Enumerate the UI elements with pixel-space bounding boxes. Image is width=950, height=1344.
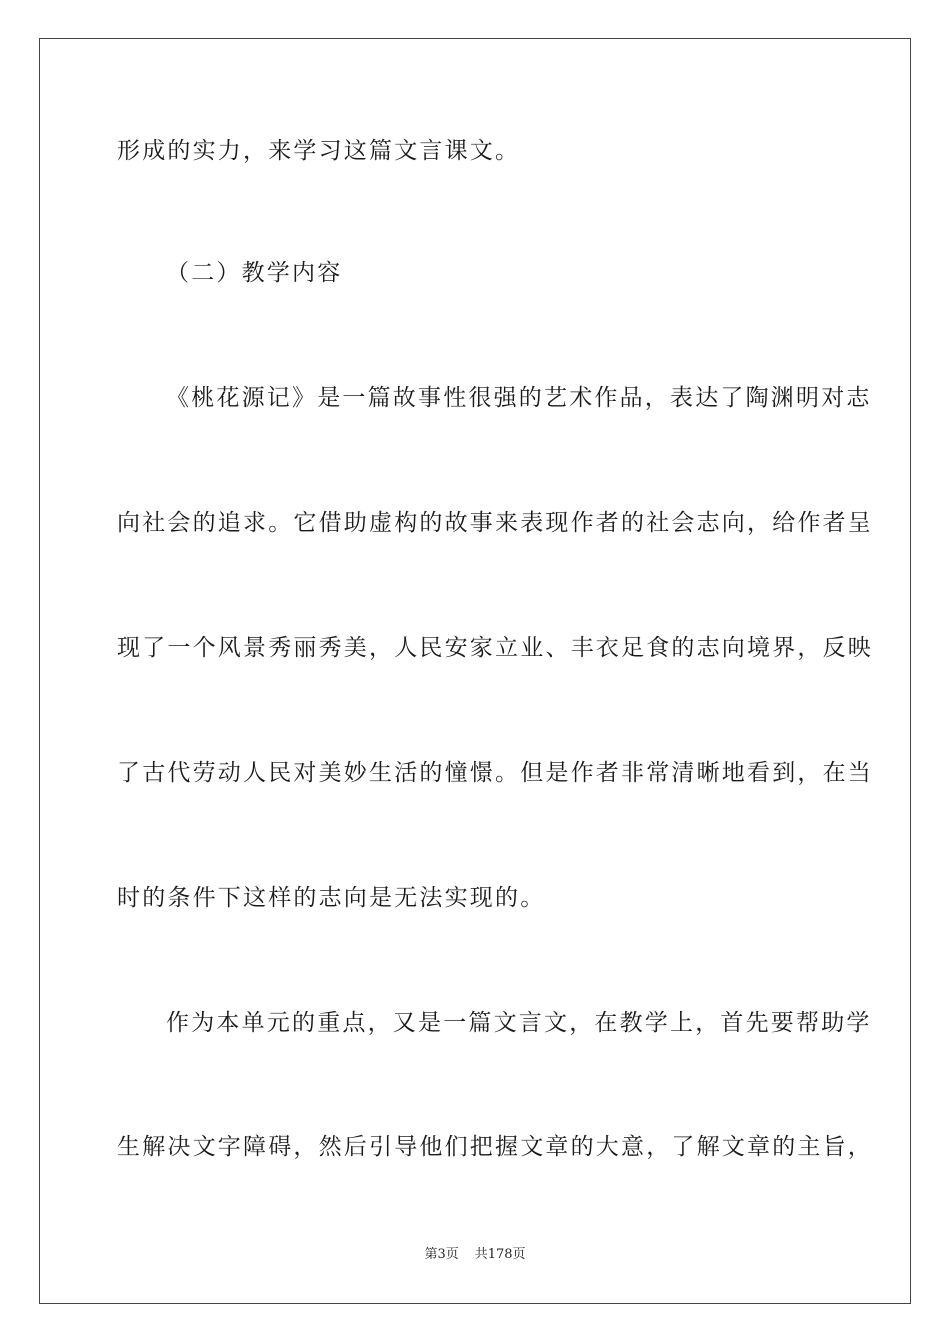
total-pages: 共178页 bbox=[474, 1247, 526, 1262]
page-border bbox=[39, 38, 911, 1304]
section-heading: （二）教学内容 bbox=[166, 260, 343, 286]
paragraph-line-3: 向社会的追求。它借助虚构的故事来表现作者的社会志向，给作者呈 bbox=[117, 510, 873, 536]
page-number: 第3页 bbox=[424, 1247, 459, 1262]
paragraph-line-8: 生解决文字障碍，然后引导他们把握文章的大意，了解文章的主旨， bbox=[117, 1134, 873, 1160]
paragraph-line-2: 《桃花源记》是一篇故事性很强的艺术作品，表达了陶渊明对志 bbox=[166, 385, 872, 411]
paragraph-line-5: 了古代劳动人民对美妙生活的憧憬。但是作者非常清晰地看到，在当 bbox=[117, 760, 873, 786]
paragraph-line-6: 时的条件下这样的志向是无法实现的。 bbox=[117, 885, 546, 911]
paragraph-line-1: 形成的实力，来学习这篇文言课文。 bbox=[117, 138, 521, 164]
paragraph-line-4: 现了一个风景秀丽秀美，人民安家立业、丰衣足食的志向境界，反映 bbox=[117, 635, 873, 661]
paragraph-line-7: 作为本单元的重点，又是一篇文言文，在教学上，首先要帮助学 bbox=[166, 1010, 872, 1036]
page-footer bbox=[0, 1246, 950, 1264]
